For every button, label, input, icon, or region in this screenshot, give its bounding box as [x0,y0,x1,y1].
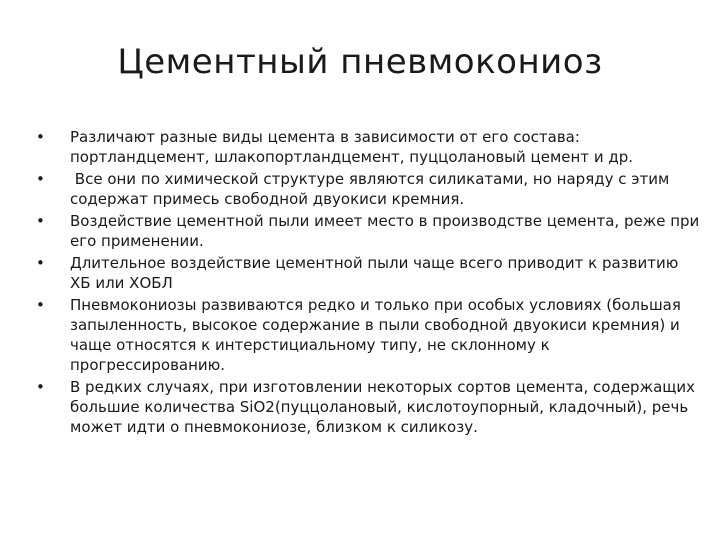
slide-title: Цементный пневмокониоз [117,42,603,82]
bullet-text: Различают разные виды цемента в зависимости от его состава: портландцемент, шлакопортландцемент, пуццолановый цемент и др. [70,128,633,166]
bullet-item [36,127,700,167]
bullet-text: Воздействие цементной пыли имеет место в производстве цемента, реже при его применении. [70,212,700,250]
bullet-text: Пневмокониозы развиваются редко и только при особых условиях (большая запыленность, высокое содержание в пыли свободной двуокиси кремния) и чаще относятся к интерстициальному типу, не склонному к прогрессированию. [70,296,681,374]
bullet-marker: • [36,254,45,272]
bullet-marker: • [36,128,45,146]
bullet-marker: • [36,378,45,396]
bullet-text: В редких случаях, при изготовлении некоторых сортов цемента, содержащих большие количества SiO2(пуццолановый, кислотоупорный, кладочный), речь может идти о пневмокониозе, близком к силикозу. [70,378,696,436]
bullet-marker: • [36,212,45,230]
bullet-item [36,377,700,437]
bullet-list [36,127,700,439]
bullet-item [36,253,700,293]
bullet-item [36,169,700,209]
bullet-text: Все они по химической структуре являются силикатами, но наряду с этим содержат примесь свободной двуокиси кремния. [70,170,675,208]
bullet-item [36,295,700,375]
bullet-marker: • [36,296,45,314]
bullet-item [36,211,700,251]
bullet-marker: • [36,170,45,188]
bullet-text: Длительное воздействие цементной пыли чаще всего приводит к развитию ХБ или ХОБЛ [70,254,679,292]
